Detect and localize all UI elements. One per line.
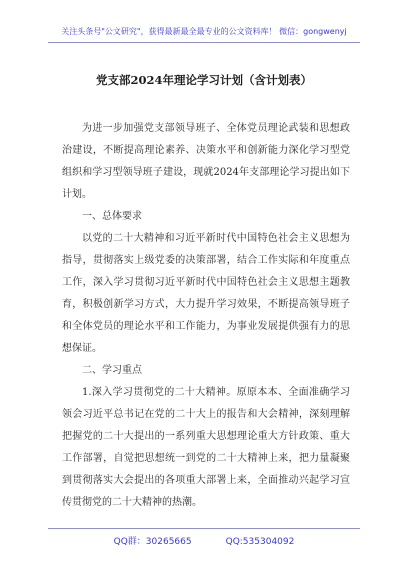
intro-paragraph: 为进一步加强党支部领导班子、全体党员理论武装和思想政治建设，不断提高理论素养、决策水平和创新能力深化学习型党组织和学习型领导班子建设，现就2024年支部理论学习提出如下计划。 [62, 123, 350, 200]
document-body [62, 118, 350, 514]
footer-qq-group: QQ群：30265665 [113, 537, 192, 547]
section-paragraph-study-item-1: 1.深入学习贯彻党的二十大精神。原原本本、全面准确学习领会习近平总书记在党的二十大上的报告和大会精神，深刻理解把握党的二十大提出的一系列重大思想理论重大方针政策、重大工作部署，自觉把思想统一到党的二十大精神上来，把力量凝聚到贯彻落实大会提出的各项重大部署上来，全面推动兴起学习宣传贯彻党的二十大精神的热潮。 [62, 387, 350, 508]
header-divider [48, 42, 360, 43]
section-paragraph-general-requirements: 以党的二十大精神和习近平新时代中国特色社会主义思想为指导，贯彻落实上级党委的决策部署，结合工作实际和年度重点工作，深入学习贯彻习近平新时代中国特色社会主义思想主题教育，积极创新学习方式，大力提升学习效果，不断提高领导班子和全体党员的理论水平和工作能力，为事业发展提供强有力的思想保证。 [62, 233, 350, 354]
section-heading-study-focus: 二、学习重点 [82, 365, 142, 376]
section-heading-general-requirements: 一、总体要求 [82, 211, 142, 222]
footer-qq: QQ:535304092 [225, 537, 295, 547]
footer [0, 534, 408, 547]
document-title: 党支部2024年理论学习计划（含计划表） [95, 73, 312, 87]
header-banner: 关注头条号"公文研究"，获得最新最全最专业的公文资料库！ 微信：gongwenyj [61, 27, 347, 36]
footer-divider [48, 528, 360, 529]
